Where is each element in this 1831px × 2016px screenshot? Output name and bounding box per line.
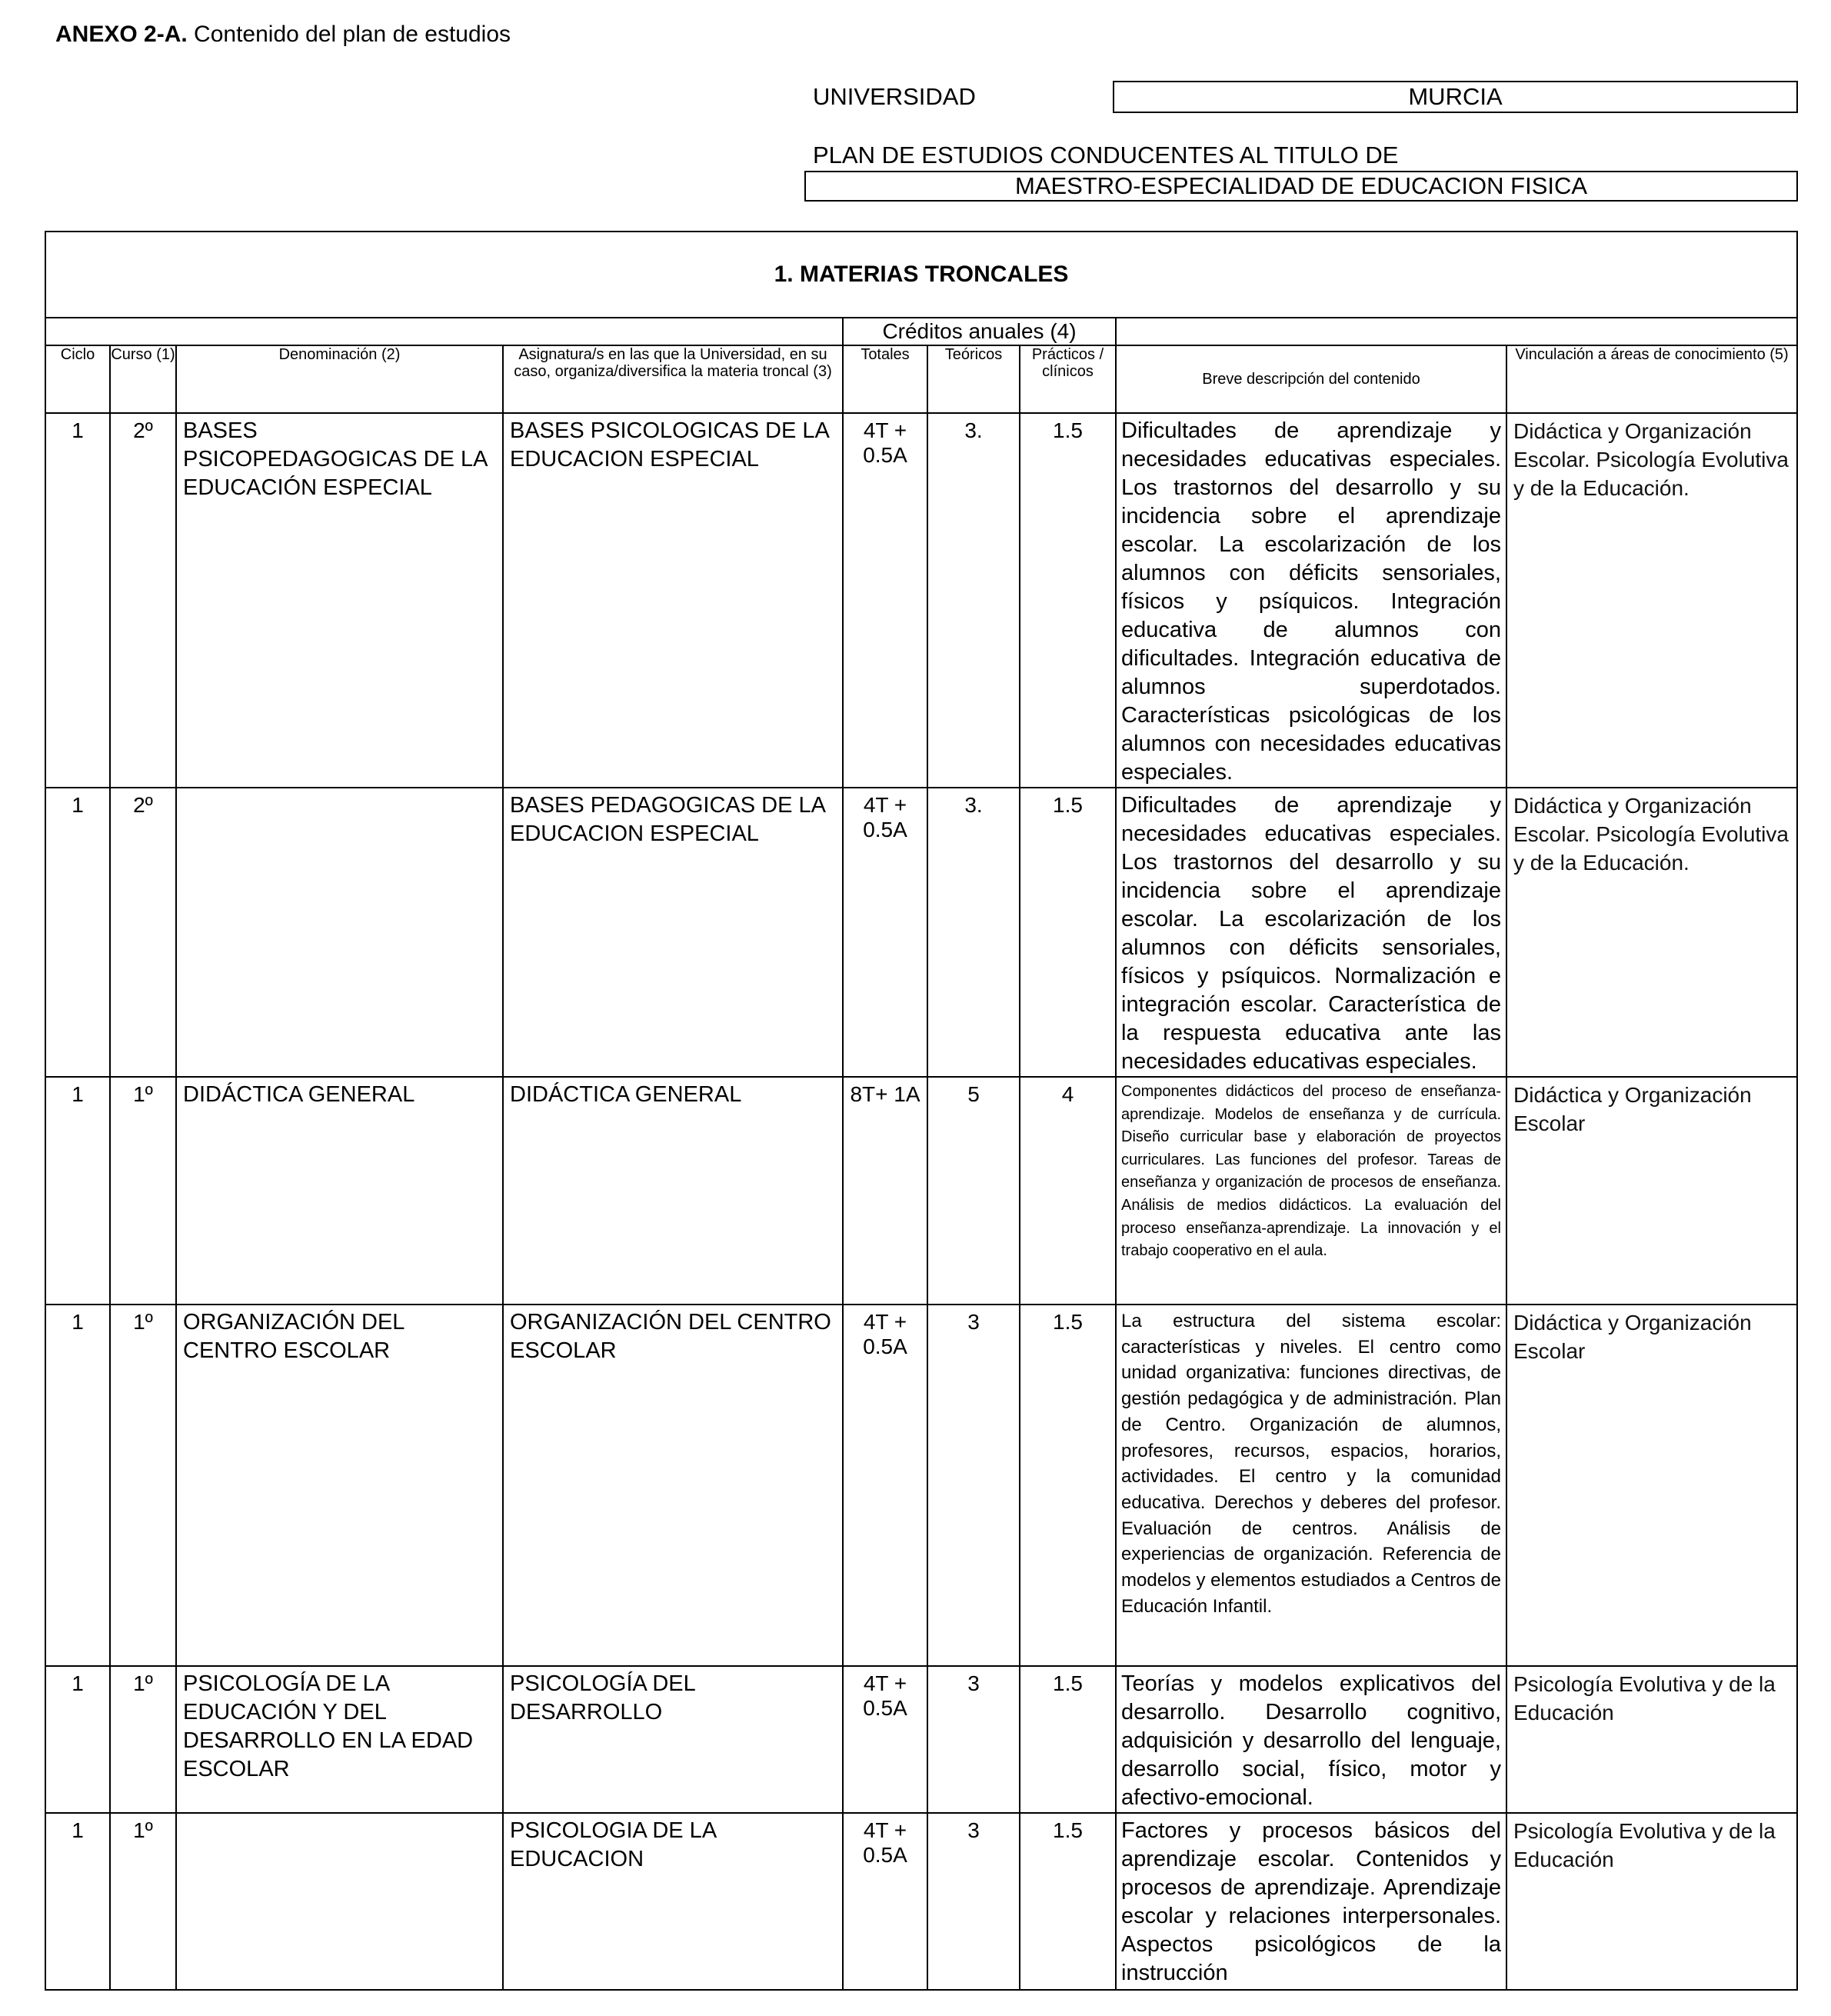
plan-label: PLAN DE ESTUDIOS CONDUCENTES AL TITULO DE xyxy=(813,142,1399,168)
teoricos-cell: 3 xyxy=(927,1666,1020,1813)
curso-cell: 2º xyxy=(110,413,176,788)
totales-cell: 4T + 0.5A xyxy=(843,413,927,788)
curso-cell: 2º xyxy=(110,788,176,1077)
col-header-totales: Totales xyxy=(843,345,927,413)
teoricos-cell: 3 xyxy=(927,1305,1020,1666)
document-heading xyxy=(55,22,511,48)
vinculacion-cell: Didáctica y Organización Escolar. Psicología Evolutiva y de la Educación. xyxy=(1506,413,1797,788)
col-header-denominacion: Denominación (2) xyxy=(176,345,503,413)
section-title: 1. MATERIAS TRONCALES xyxy=(45,232,1797,318)
descripcion-cell: Componentes didácticos del proceso de enseñanza-aprendizaje. Modelos de enseñanza y de currícula. Diseño curricular base y elaboración de proyectos curriculares. Las funciones del profesor. Tareas de enseñanza y organización de procesos de enseñanza. Análisis de medios didácticos. La evaluación del proceso enseñanza-aprendizaje. La innovación y el trabajo cooperativo en el aula. xyxy=(1116,1077,1506,1305)
asignatura-cell: PSICOLOGIA DE LA EDUCACION xyxy=(503,1813,843,1990)
asignatura-cell: DIDÁCTICA GENERAL xyxy=(503,1077,843,1305)
col-header-practicos: Prácticos / clínicos xyxy=(1020,345,1116,413)
practicos-cell: 1.5 xyxy=(1020,788,1116,1077)
vinculacion-cell: Psicología Evolutiva y de la Educación xyxy=(1506,1666,1797,1813)
anexo-description: Contenido del plan de estudios xyxy=(187,22,511,47)
table-row xyxy=(45,1305,1797,1666)
denominacion-cell: ORGANIZACIÓN DEL CENTRO ESCOLAR xyxy=(176,1305,503,1666)
descripcion-cell: Dificultades de aprendizaje y necesidades educativas especiales. Los trastornos del desarrollo y su incidencia sobre el aprendizaje escolar. La escolarización de los alumnos con déficits sensoriales, físicos y psíquicos. Normalización e integración escolar. Característica de la respuesta educativa ante las necesidades educativas especiales. xyxy=(1116,788,1506,1077)
asignatura-cell: BASES PEDAGOGICAS DE LA EDUCACION ESPECIAL xyxy=(503,788,843,1077)
col-header-ciclo: Ciclo xyxy=(45,345,110,413)
table-row xyxy=(45,788,1797,1077)
curso-cell: 1º xyxy=(110,1305,176,1666)
ciclo-cell: 1 xyxy=(45,1666,110,1813)
asignatura-cell: PSICOLOGÍA DEL DESARROLLO xyxy=(503,1666,843,1813)
plan-title-value: MAESTRO-ESPECIALIDAD DE EDUCACION FISICA xyxy=(804,171,1798,202)
table-row xyxy=(45,1813,1797,1990)
col-header-curso: Curso (1) xyxy=(110,345,176,413)
totales-cell: 4T + 0.5A xyxy=(843,1813,927,1990)
practicos-cell: 1.5 xyxy=(1020,1666,1116,1813)
table-row xyxy=(45,1666,1797,1813)
ciclo-cell: 1 xyxy=(45,1813,110,1990)
table-row xyxy=(45,1077,1797,1305)
totales-cell: 4T + 0.5A xyxy=(843,1305,927,1666)
teoricos-cell: 5 xyxy=(927,1077,1020,1305)
totales-cell: 8T+ 1A xyxy=(843,1077,927,1305)
totales-cell: 4T + 0.5A xyxy=(843,1666,927,1813)
curso-cell: 1º xyxy=(110,1666,176,1813)
teoricos-cell: 3 xyxy=(927,1813,1020,1990)
descripcion-cell: Factores y procesos básicos del aprendizaje escolar. Contenidos y procesos de aprendizaje. Aprendizaje escolar y relaciones interpersonales. Aspectos psicológicos de la instrucción xyxy=(1116,1813,1506,1990)
asignatura-cell: BASES PSICOLOGICAS DE LA EDUCACION ESPECIAL xyxy=(503,413,843,788)
denominacion-cell: PSICOLOGÍA DE LA EDUCACIÓN Y DEL DESARROLLO EN LA EDAD ESCOLAR xyxy=(176,1666,503,1813)
practicos-cell: 1.5 xyxy=(1020,1813,1116,1990)
vinculacion-cell: Didáctica y Organización Escolar. Psicología Evolutiva y de la Educación. xyxy=(1506,788,1797,1077)
practicos-cell: 1.5 xyxy=(1020,1305,1116,1666)
descripcion-cell: Dificultades de aprendizaje y necesidades educativas especiales. Los trastornos del desarrollo y su incidencia sobre el aprendizaje escolar. La escolarización de los alumnos con déficits sensoriales, físicos y psíquicos. Integración educativa de alumnos con dificultades. Integración educativa de alumnos superdotados. Características psicológicas de los alumnos con necesidades educativas especiales. xyxy=(1116,413,1506,788)
anexo-label: ANEXO 2-A. xyxy=(55,22,188,47)
curso-cell: 1º xyxy=(110,1813,176,1990)
denominacion-cell: BASES PSICOPEDAGOGICAS DE LA EDUCACIÓN ESPECIAL xyxy=(176,413,503,788)
practicos-cell: 4 xyxy=(1020,1077,1116,1305)
col-header-teoricos: Teóricos xyxy=(927,345,1020,413)
asignatura-cell: ORGANIZACIÓN DEL CENTRO ESCOLAR xyxy=(503,1305,843,1666)
vinculacion-cell: Didáctica y Organización Escolar xyxy=(1506,1305,1797,1666)
denominacion-cell: DIDÁCTICA GENERAL xyxy=(176,1077,503,1305)
totales-cell: 4T + 0.5A xyxy=(843,788,927,1077)
col-header-vinculacion: Vinculación a áreas de conocimiento (5) xyxy=(1506,345,1797,413)
ciclo-cell: 1 xyxy=(45,1077,110,1305)
vinculacion-cell: Psicología Evolutiva y de la Educación xyxy=(1506,1813,1797,1990)
col-header-asignatura: Asignatura/s en las que la Universidad, en su caso, organiza/diversifica la materia troncal (3) xyxy=(503,345,843,413)
ciclo-cell: 1 xyxy=(45,413,110,788)
university-label: UNIVERSIDAD xyxy=(813,83,976,110)
denominacion-cell xyxy=(176,1813,503,1990)
teoricos-cell: 3. xyxy=(927,413,1020,788)
denominacion-cell xyxy=(176,788,503,1077)
header-spacer xyxy=(45,318,843,345)
credits-header: Créditos anuales (4) xyxy=(843,318,1116,345)
col-header-descripcion: Breve descripción del contenido xyxy=(1116,345,1506,413)
ciclo-cell: 1 xyxy=(45,1305,110,1666)
vinculacion-cell: Didáctica y Organización Escolar xyxy=(1506,1077,1797,1305)
header-spacer-right xyxy=(1116,318,1797,345)
descripcion-cell: Teorías y modelos explicativos del desarrollo. Desarrollo cognitivo, adquisición y desarrollo del lenguaje, desarrollo social, físico, motor y afectivo-emocional. xyxy=(1116,1666,1506,1813)
ciclo-cell: 1 xyxy=(45,788,110,1077)
teoricos-cell: 3. xyxy=(927,788,1020,1077)
university-value: MURCIA xyxy=(1113,81,1798,113)
table-row xyxy=(45,413,1797,788)
curriculum-table xyxy=(45,231,1798,1991)
curso-cell: 1º xyxy=(110,1077,176,1305)
practicos-cell: 1.5 xyxy=(1020,413,1116,788)
descripcion-cell: La estructura del sistema escolar: características y niveles. El centro como unidad organizativa: funciones directivas, de gestión pedagógica y de administración. Plan de Centro. Organización de alumnos, profesores, recursos, espacios, horarios, actividades. El centro y la comunidad educativa. Derechos y deberes del profesor. Evaluación de centros. Análisis de experiencias de organización. Referencia de modelos y elementos estudiados a Centros de Educación Infantil. xyxy=(1116,1305,1506,1666)
